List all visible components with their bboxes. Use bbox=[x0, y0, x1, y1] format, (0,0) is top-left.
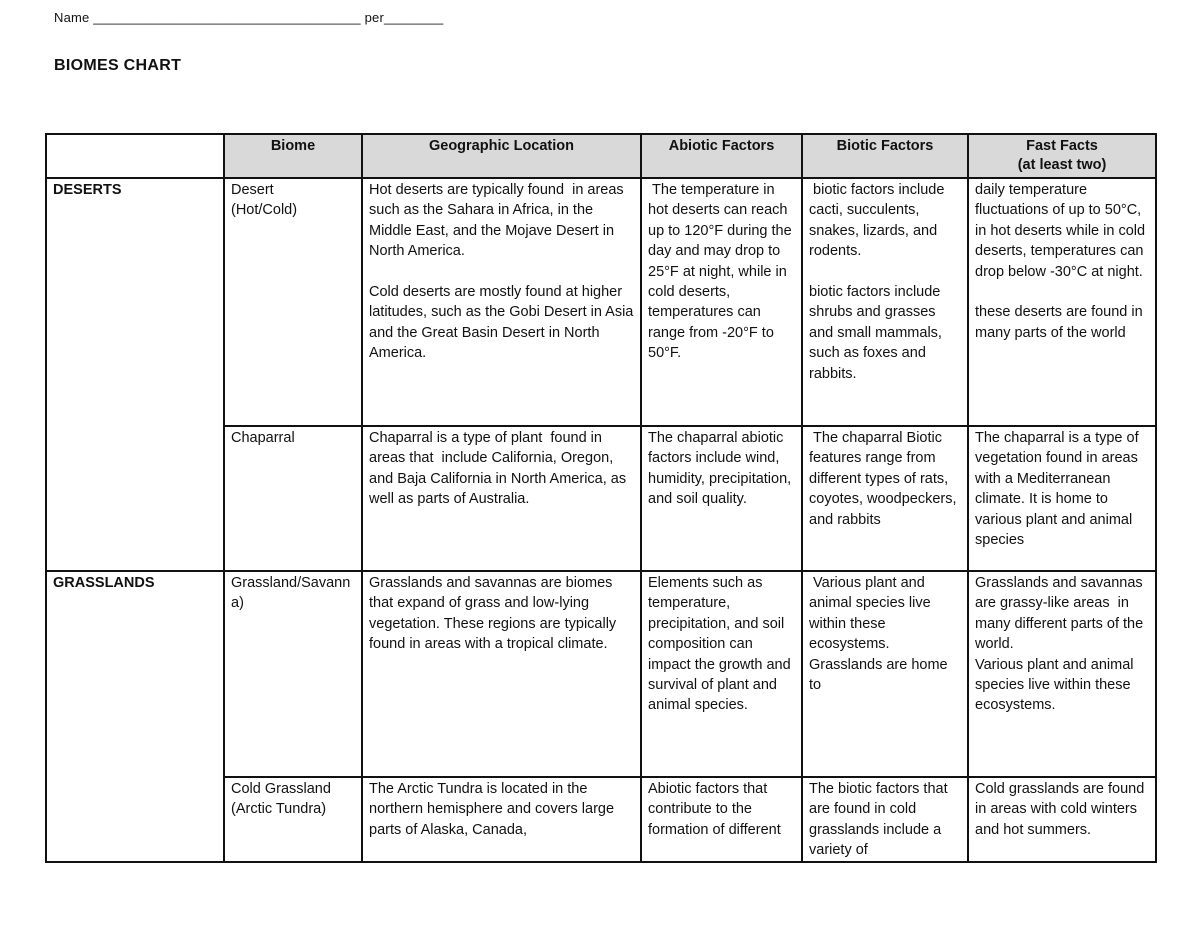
header-blank-cell bbox=[46, 134, 224, 178]
cell-fast-facts: The chaparral is a type of vegetation found in areas with a Mediterranean climate. It is home to various plant and animal species bbox=[968, 426, 1156, 571]
table-row bbox=[46, 571, 1156, 777]
header-fast-facts bbox=[968, 134, 1156, 178]
header-geographic-location: Geographic Location bbox=[362, 134, 641, 178]
header-fast-facts-label: Fast Facts bbox=[1026, 138, 1098, 154]
header-biotic-factors: Biotic Factors bbox=[802, 134, 968, 178]
page-title: BIOMES CHART bbox=[54, 57, 182, 74]
cell-geographic-location: Hot deserts are typically found in areas such as the Sahara in Africa, in the Middle East, and the Mojave Desert in North America. Cold deserts are mostly found at higher latitudes, such as the Gobi Desert in Asia and the Great Basin Desert in North America. bbox=[362, 178, 641, 426]
cell-geographic-location: Chaparral is a type of plant found in areas that include California, Oregon, and Baja California in North America, as well as parts of Australia. bbox=[362, 426, 641, 571]
cell-fast-facts: daily temperature fluctuations of up to 50°C, in hot deserts while in cold deserts, temperatures can drop below -30°C at night. these deserts are found in many parts of the world bbox=[968, 178, 1156, 426]
cell-biotic-factors: The biotic factors that are found in cold grasslands include a variety of bbox=[802, 777, 968, 862]
cell-abiotic-factors: The chaparral abiotic factors include wind, humidity, precipitation, and soil quality. bbox=[641, 426, 802, 571]
cell-geographic-location: Grasslands and savannas are biomes that expand of grass and low-lying vegetation. These regions are typically found in areas with a tropical climate. bbox=[362, 571, 641, 777]
table-row bbox=[46, 178, 1156, 426]
group-label-deserts: DESERTS bbox=[46, 178, 224, 571]
cell-geographic-location: The Arctic Tundra is located in the northern hemisphere and covers large parts of Alaska, Canada, bbox=[362, 777, 641, 862]
cell-fast-facts: Grasslands and savannas are grassy-like areas in many different parts of the world. Various plant and animal species live within these ecosystems. bbox=[968, 571, 1156, 777]
biomes-table bbox=[45, 133, 1157, 863]
header-fast-facts-sub: (at least two) bbox=[1017, 157, 1107, 173]
header-abiotic-factors: Abiotic Factors bbox=[641, 134, 802, 178]
cell-abiotic-factors: Abiotic factors that contribute to the formation of different bbox=[641, 777, 802, 862]
header-biome: Biome bbox=[224, 134, 362, 178]
name-period-line: Name ____________________________________ per________ bbox=[54, 10, 444, 25]
cell-abiotic-factors: The temperature in hot deserts can reach up to 120°F during the day and may drop to 25°F at night, while in cold deserts, temperatures can range from -20°F to 50°F. bbox=[641, 178, 802, 426]
cell-biome: Cold Grassland (Arctic Tundra) bbox=[224, 777, 362, 862]
cell-biotic-factors: The chaparral Biotic features range from different types of rats, coyotes, woodpeckers, and rabbits bbox=[802, 426, 968, 571]
cell-abiotic-factors: Elements such as temperature, precipitation, and soil composition can impact the growth and survival of plant and animal species. bbox=[641, 571, 802, 777]
cell-biome: Grassland/Savanna) bbox=[224, 571, 362, 777]
cell-biome: Chaparral bbox=[224, 426, 362, 571]
cell-fast-facts: Cold grasslands are found in areas with cold winters and hot summers. bbox=[968, 777, 1156, 862]
cell-biotic-factors: biotic factors include cacti, succulents, snakes, lizards, and rodents. biotic factors include shrubs and grasses and small mammals, such as foxes and rabbits. bbox=[802, 178, 968, 426]
group-label-grasslands: GRASSLANDS bbox=[46, 571, 224, 862]
cell-biome: Desert (Hot/Cold) bbox=[224, 178, 362, 426]
cell-biotic-factors: Various plant and animal species live within these ecosystems. Grasslands are home to bbox=[802, 571, 968, 777]
table-header-row bbox=[46, 134, 1156, 178]
